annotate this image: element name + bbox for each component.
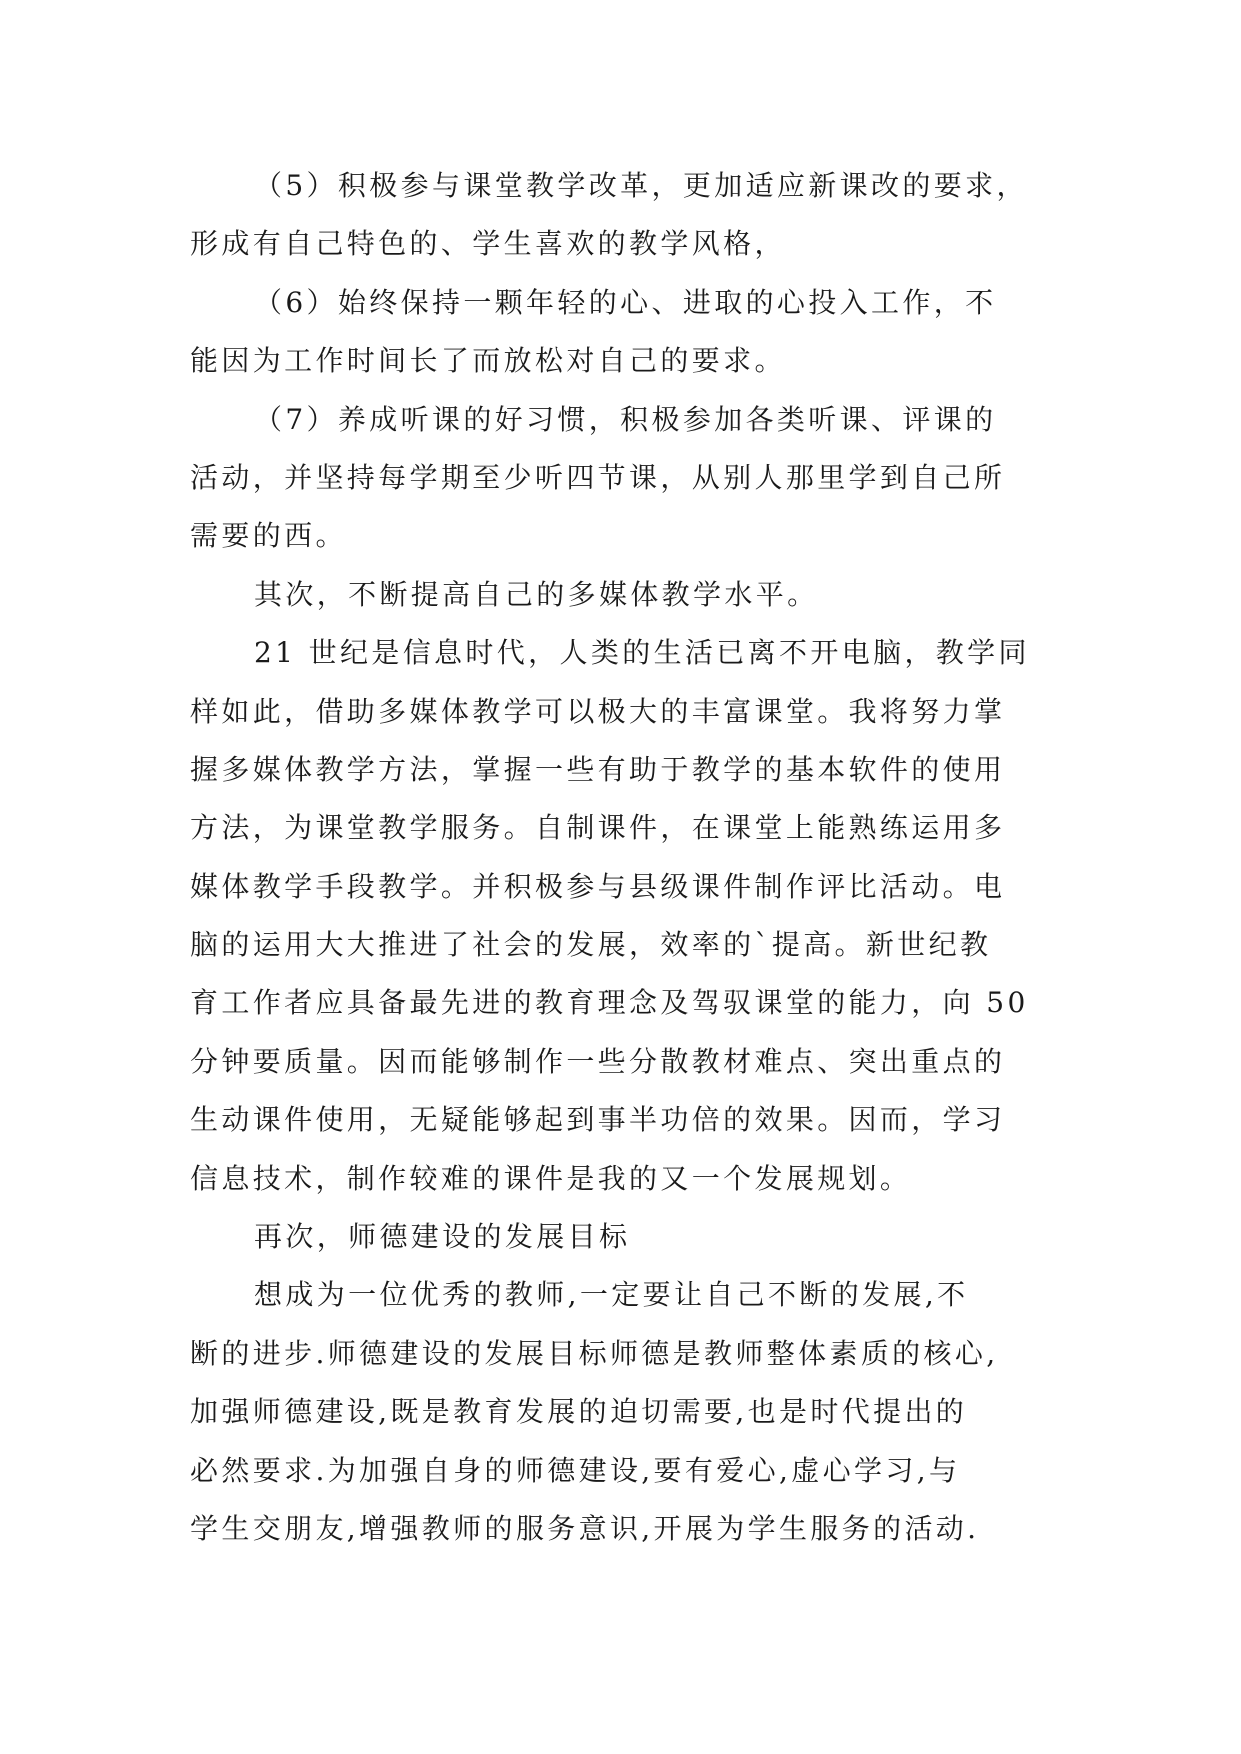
document-body <box>190 157 1055 1558</box>
section-heading-ethics: 再次，师德建设的发展目标 <box>254 1220 631 1254</box>
text-line-11: 握多媒体教学方法，掌握一些有助于教学的基本软件的使用 <box>190 752 1006 786</box>
text-line-22: 加强师德建设,既是教育发展的迫切需要,也是时代提出的 <box>190 1395 968 1429</box>
text-line-4: 能因为工作时间长了而放松对自己的要求。 <box>190 344 786 378</box>
text-line-5: （7）养成听课的好习惯，积极参加各类听课、评课的 <box>254 402 997 436</box>
text-line-2: 形成有自己特色的、学生喜欢的教学风格， <box>190 227 786 261</box>
text-line-17: 生动课件使用，无疑能够起到事半功倍的效果。因而，学习 <box>190 1103 1006 1137</box>
text-line-3: （6）始终保持一颗年轻的心、进取的心投入工作，不 <box>254 285 997 319</box>
text-line-18: 信息技术，制作较难的课件是我的又一个发展规划。 <box>190 1161 912 1195</box>
text-line-13: 媒体教学手段教学。并积极参与县级课件制作评比活动。电 <box>190 869 1006 903</box>
text-line-7: 需要的西。 <box>190 519 347 553</box>
text-line-24: 学生交朋友,增强教师的服务意识,开展为学生服务的活动. <box>190 1511 980 1545</box>
text-line-10: 样如此，借助多媒体教学可以极大的丰富课堂。我将努力掌 <box>190 694 1006 728</box>
section-heading-multimedia: 其次，不断提高自己的多媒体教学水平。 <box>254 577 819 611</box>
text-line-14: 脑的运用大大推进了社会的发展，效率的`提高。新世纪教 <box>190 928 992 962</box>
text-line-20: 想成为一位优秀的教师,一定要让自己不断的发展,不 <box>254 1278 969 1312</box>
text-line-12: 方法，为课堂教学服务。自制课件，在课堂上能熟练运用多 <box>190 811 1006 845</box>
text-line-15: 育工作者应具备最先进的教育理念及驾驭课堂的能力，向 50 <box>190 986 1029 1020</box>
text-line-9: 21 世纪是信息时代，人类的生活已离不开电脑，教学同 <box>254 636 1030 670</box>
text-line-23: 必然要求.为加强自身的师德建设,要有爱心,虚心学习,与 <box>190 1453 961 1487</box>
text-line-16: 分钟要质量。因而能够制作一些分散教材难点、突出重点的 <box>190 1044 1006 1078</box>
text-line-21: 断的进步.师德建设的发展目标师德是教师整体素质的核心, <box>190 1336 999 1370</box>
text-line-6: 活动，并坚持每学期至少听四节课，从别人那里学到自己所 <box>190 460 1006 494</box>
text-line-1: （5）积极参与课堂教学改革，更加适应新课改的要求， <box>254 169 1028 202</box>
